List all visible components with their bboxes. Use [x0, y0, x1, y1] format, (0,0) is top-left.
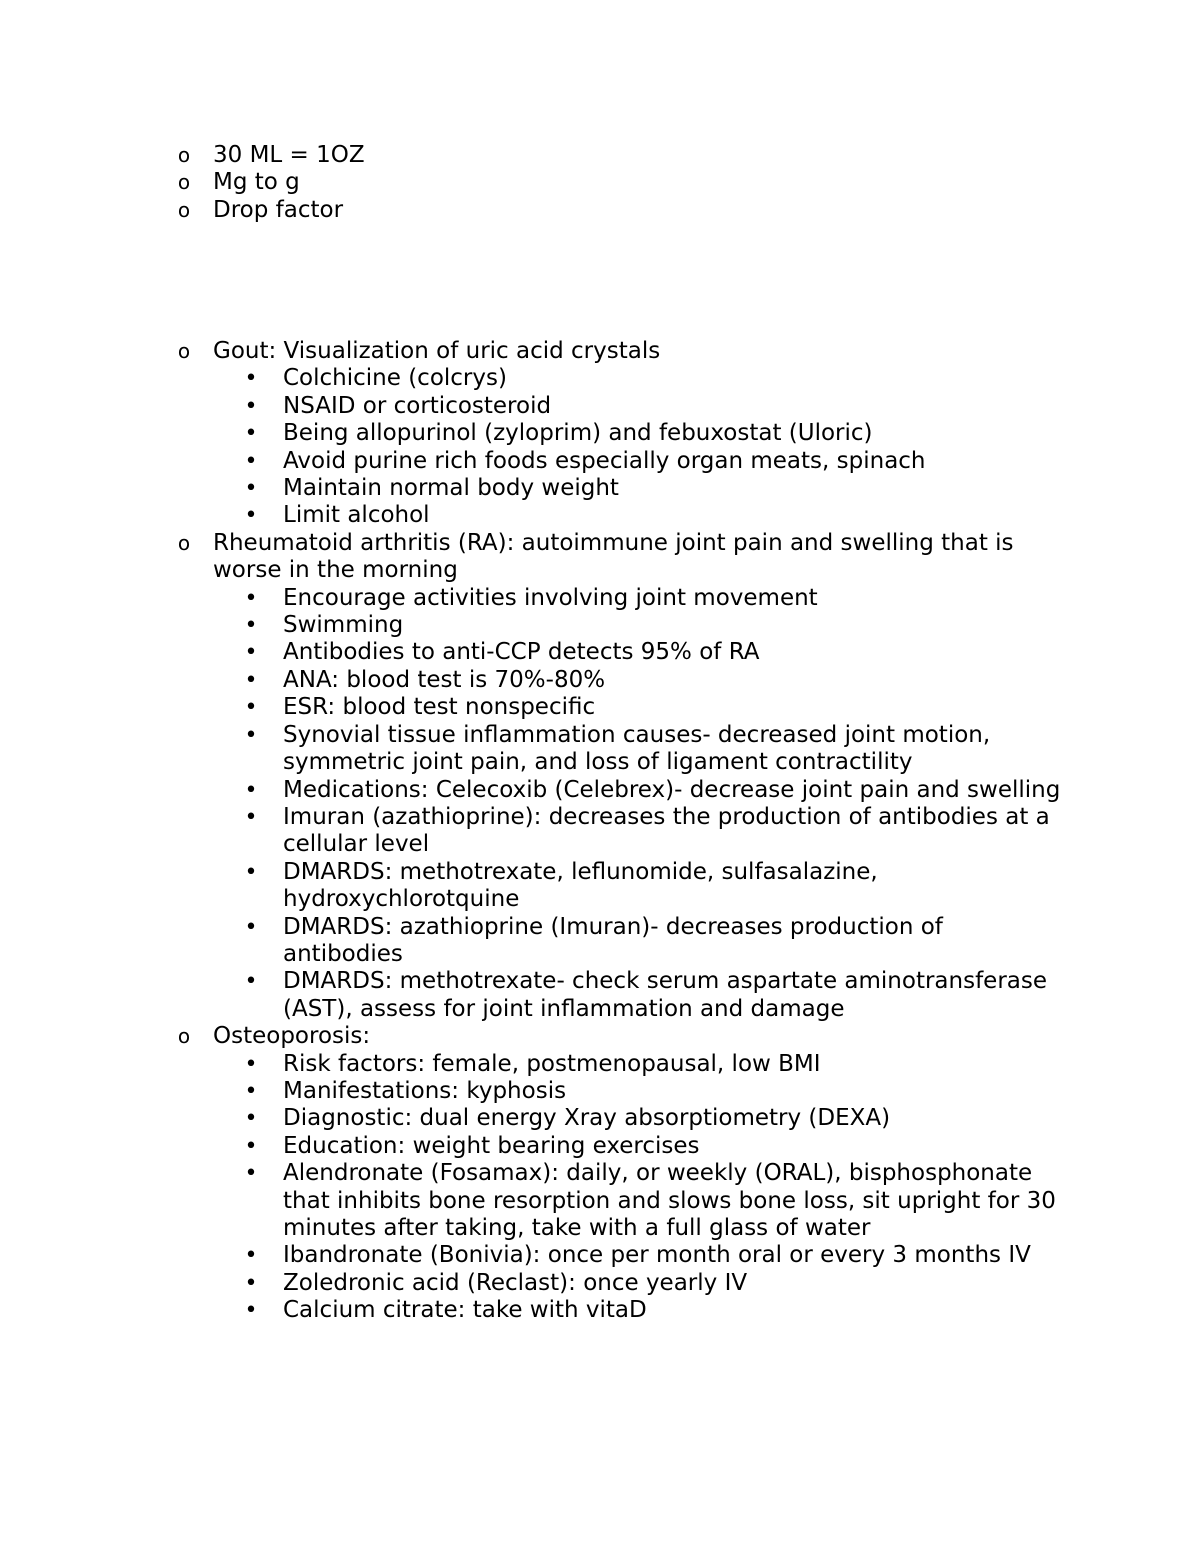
disc-bullet-icon: • — [244, 366, 258, 392]
circle-bullet-icon: o — [177, 143, 191, 167]
list-item — [0, 420, 1063, 447]
disc-bullet-icon: • — [244, 1243, 258, 1269]
disc-bullet-icon: • — [244, 640, 258, 666]
section-heading-text: Rheumatoid arthritis (RA): autoimmune joint pain and swelling that is worse in the morning — [213, 529, 1014, 584]
list-item — [0, 475, 1063, 502]
list-item-text: ESR: blood test nonspecific — [283, 694, 596, 721]
list-item — [0, 1160, 1063, 1242]
list-item-text: Drop factor — [213, 196, 344, 223]
list-item — [0, 612, 1063, 639]
list-item — [0, 142, 1063, 169]
disc-bullet-icon: • — [244, 1161, 258, 1187]
section-heading-text: Gout: Visualization of uric acid crystals — [213, 338, 661, 364]
list-item — [0, 1051, 1063, 1078]
list-item-text: DMARDS: methotrexate, leflunomide, sulfasalazine, hydroxychlorotquine — [283, 858, 878, 913]
disc-bullet-icon: • — [244, 859, 258, 885]
list-item-text: 30 ML = 1OZ — [213, 142, 365, 168]
list-item — [0, 804, 1063, 859]
list-item-text: Imuran (azathioprine): decreases the production of antibodies at a cellular level — [283, 803, 1050, 858]
list-item — [0, 585, 1063, 612]
list-item — [0, 667, 1063, 694]
disc-bullet-icon: • — [244, 503, 258, 529]
list-item — [0, 448, 1063, 475]
disc-bullet-icon: • — [244, 585, 258, 611]
disc-bullet-icon: • — [244, 1078, 258, 1104]
list-item-text: Alendronate (Fosamax): daily, or weekly (ORAL), bisphosphonate that inhibits bone resorption and slows bone loss, sit upright for 30 minutes after taking, take with a full glass of water — [283, 1160, 1056, 1241]
circle-bullet-icon: o — [177, 170, 191, 195]
list-item — [0, 1242, 1063, 1269]
disc-bullet-icon: • — [244, 476, 258, 502]
list-item-text: Calcium citrate: take with vitaD — [283, 1297, 647, 1324]
list-item — [0, 1078, 1063, 1105]
list-item — [0, 365, 1063, 392]
list-item-text: Avoid purine rich foods especially organ meats, spinach — [283, 447, 926, 474]
section-heading-rheumatoid-arthritis — [0, 530, 1063, 585]
list-item — [0, 1297, 1063, 1324]
top-list — [0, 142, 1063, 224]
disc-bullet-icon: • — [244, 969, 258, 995]
section-heading-gout — [0, 338, 1063, 365]
list-item-text: NSAID or corticosteroid — [283, 392, 552, 419]
disc-bullet-icon: • — [244, 393, 258, 419]
disc-bullet-icon: • — [244, 421, 258, 447]
list-item — [0, 1133, 1063, 1160]
list-item-text: Risk factors: female, postmenopausal, low BMI — [283, 1050, 821, 1077]
list-item-text: Manifestations: kyphosis — [283, 1077, 567, 1104]
disc-bullet-icon: • — [244, 722, 258, 748]
list-item-text: DMARDS: methotrexate- check serum aspartate aminotransferase (AST), assess for joint inflammation and damage — [283, 968, 1048, 1022]
list-item-text: Zoledronic acid (Reclast): once yearly IV — [283, 1269, 748, 1296]
list-item — [0, 777, 1063, 804]
list-item — [0, 393, 1063, 420]
list-item-text: Swimming — [283, 612, 404, 639]
sections-list — [0, 338, 1063, 1325]
disc-bullet-icon: • — [244, 1270, 258, 1296]
disc-bullet-icon: • — [244, 914, 258, 940]
list-item — [0, 722, 1063, 777]
list-item-text: Education: weight bearing exercises — [283, 1132, 700, 1159]
disc-bullet-icon: • — [244, 777, 258, 803]
list-item-text: Colchicine (colcrys) — [283, 365, 507, 392]
list-item-text: Synovial tissue inflammation causes- decreased joint motion, symmetric joint pain, and loss of ligament contractility — [283, 721, 991, 776]
list-item-text: Maintain normal body weight — [283, 475, 619, 502]
list-item — [0, 968, 1063, 1023]
disc-bullet-icon: • — [244, 1051, 258, 1077]
disc-bullet-icon: • — [244, 804, 258, 830]
list-item-text: Medications: Celecoxib (Celebrex)- decrease joint pain and swelling — [283, 776, 1061, 803]
list-item-text: Limit alcohol — [283, 502, 430, 529]
disc-bullet-icon: • — [244, 1298, 258, 1324]
list-item — [0, 914, 1063, 969]
section-heading-osteoporosis — [0, 1023, 1063, 1050]
list-item — [0, 169, 1063, 196]
circle-bullet-icon: o — [177, 197, 191, 222]
list-item — [0, 859, 1063, 914]
disc-bullet-icon: • — [244, 613, 258, 639]
list-item-text: Ibandronate (Bonivia): once per month oral or every 3 months IV — [283, 1242, 1031, 1269]
circle-bullet-icon: o — [177, 530, 191, 555]
list-item-text: Encourage activities involving joint movement — [283, 584, 818, 611]
circle-bullet-icon: o — [177, 1024, 191, 1049]
disc-bullet-icon: • — [244, 448, 258, 474]
list-item-text: Mg to g — [213, 169, 300, 196]
disc-bullet-icon: • — [244, 1133, 258, 1159]
list-item-text: DMARDS: azathioprine (Imuran)- decreases production of antibodies — [283, 913, 943, 967]
section-heading-text: Osteoporosis: — [213, 1023, 371, 1050]
list-item-text: Being allopurinol (zyloprim) and febuxostat (Uloric) — [283, 420, 873, 447]
list-item-text: ANA: blood test is 70%-80% — [283, 666, 606, 693]
list-item-text: Diagnostic: dual energy Xray absorptiometry (DEXA) — [283, 1105, 891, 1132]
list-item — [0, 1270, 1063, 1297]
disc-bullet-icon: • — [244, 695, 258, 721]
list-item — [0, 639, 1063, 666]
disc-bullet-icon: • — [244, 1106, 258, 1132]
list-item — [0, 197, 1063, 224]
circle-bullet-icon: o — [177, 339, 191, 363]
list-item — [0, 502, 1063, 529]
list-item — [0, 694, 1063, 721]
list-item — [0, 1105, 1063, 1132]
disc-bullet-icon: • — [244, 667, 258, 693]
list-item-text: Antibodies to anti-CCP detects 95% of RA — [283, 639, 760, 666]
